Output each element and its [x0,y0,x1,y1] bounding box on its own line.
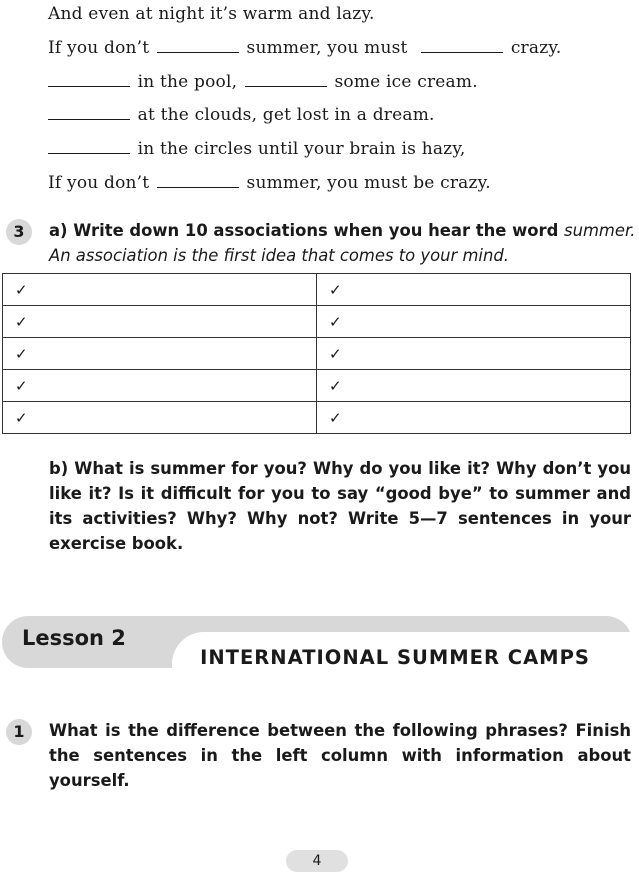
task3a-italic-word: summer. [564,221,636,240]
association-cell[interactable] [317,370,631,402]
poem-text: crazy. [510,38,562,58]
poem-line [48,136,466,162]
poem-text: If you don’t [48,173,150,193]
check-icon: ✓ [329,408,342,427]
association-cell[interactable] [317,338,631,370]
task-number-badge: 3 [6,219,32,245]
associations-table [2,273,631,434]
association-cell[interactable] [317,306,631,338]
blank-field[interactable] [48,72,130,87]
check-icon: ✓ [329,312,342,331]
poem-text: summer, you must [246,38,408,58]
page-number: 4 [286,850,348,872]
table-row [3,402,631,434]
lesson-title: INTERNATIONAL SUMMER CAMPS [200,646,590,669]
association-cell[interactable] [3,402,317,434]
association-cell[interactable] [317,274,631,306]
check-icon: ✓ [15,376,28,395]
lesson-label: Lesson 2 [22,626,126,650]
check-icon: ✓ [329,280,342,299]
poem-line [48,170,491,196]
table-row [3,274,631,306]
poem-text: If you don’t [48,38,150,58]
check-icon: ✓ [15,312,28,331]
poem-line [48,1,375,27]
blank-field[interactable] [157,173,239,188]
table-row [3,306,631,338]
task1-instruction: What is the difference between the following phrases? Finish the sentences in the left column with information about yourself. [49,721,631,790]
blank-field[interactable] [245,72,327,87]
blank-field[interactable] [157,38,239,53]
table-row [3,370,631,402]
blank-field[interactable] [48,139,130,154]
association-cell[interactable] [3,306,317,338]
poem-text: at the clouds, get lost in a dream. [137,105,435,125]
poem-line [48,69,478,95]
task3a-text: a) Write down 10 associations when you hear the word [49,221,559,240]
check-icon: ✓ [15,344,28,363]
check-icon: ✓ [15,280,28,299]
check-icon: ✓ [329,344,342,363]
association-cell[interactable] [3,370,317,402]
task3a-instruction [49,218,634,243]
check-icon: ✓ [15,408,28,427]
task-number-badge: 1 [6,719,32,745]
poem-text: some ice cream. [334,72,478,92]
association-cell[interactable] [3,338,317,370]
task3b-instruction: b) What is summer for you? Why do you like it? Why don’t you like it? Is it difficult for you to say “good bye” to summer and its activities? Why? Why not? Write 5—7 sentences in your exercise book. [49,459,631,553]
check-icon: ✓ [329,376,342,395]
association-cell[interactable] [3,274,317,306]
blank-field[interactable] [421,38,503,53]
poem-text: And even at night it’s warm and lazy. [48,4,375,24]
blank-field[interactable] [48,105,130,120]
poem-text: in the circles until your brain is hazy, [137,139,466,159]
task3a-subtext: An association is the first idea that comes to your mind. [49,246,509,265]
table-row [3,338,631,370]
poem-line [48,35,562,61]
poem-text: summer, you must be crazy. [246,173,491,193]
poem-line [48,102,435,128]
poem-text: in the pool, [137,72,238,92]
association-cell[interactable] [317,402,631,434]
